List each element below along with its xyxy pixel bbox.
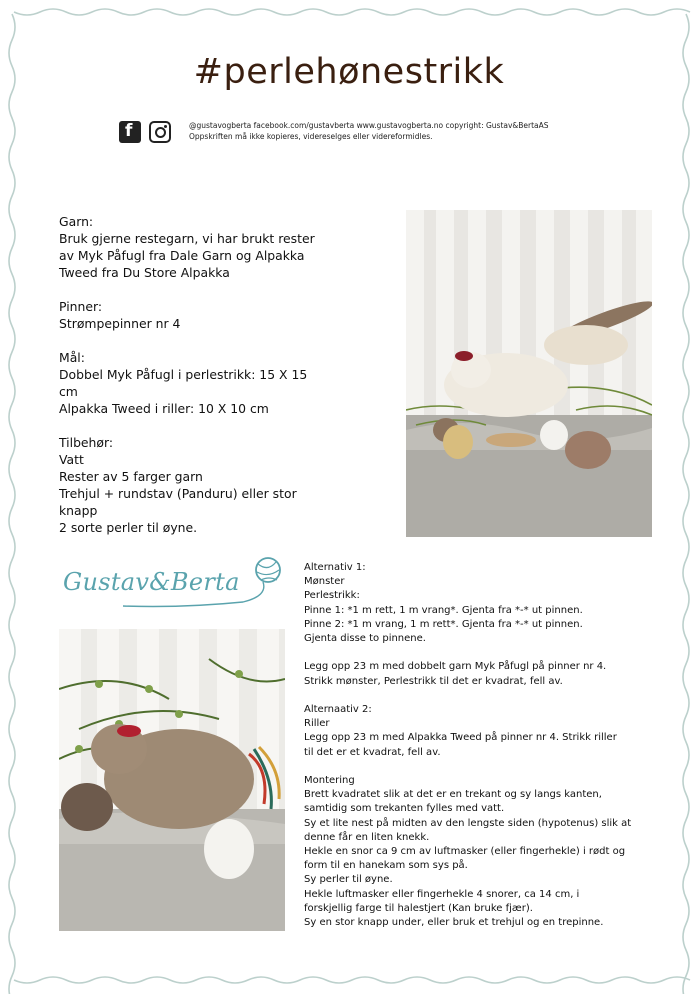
- credits-line-1: @gustavogberta facebook.com/gustavberta www.gustavogberta.no copyright: Gustav&BertaAS: [189, 121, 549, 130]
- accessories-text-3: Trehjul + rundstav (Panduru) eller stor: [59, 486, 297, 501]
- alt2-line-1: Alternaativ 2:: [304, 704, 372, 715]
- photo-brown-hen: [59, 629, 285, 931]
- yarn-text-2: av Myk Påfugl fra Dale Garn og Alpakka: [59, 248, 305, 263]
- size-heading: Mål:: [59, 350, 85, 365]
- alt2-line-4: til det er et kvadrat, fell av.: [304, 746, 441, 758]
- size-text-2: cm: [59, 384, 78, 399]
- logo-text: Gustav&Berta: [63, 568, 240, 596]
- size-text-3: Alpakka Tweed i riller: 10 X 10 cm: [59, 401, 269, 416]
- alt2-line-2: Riller: [304, 718, 330, 730]
- spacer: [304, 646, 650, 660]
- accessories-block: [59, 434, 334, 536]
- credits: [189, 120, 549, 142]
- alt1-cast-line-1: Legg opp 23 m med dobbelt garn Myk Påfugl på pinner nr 4.: [304, 661, 607, 673]
- needles-heading: Pinner:: [59, 299, 103, 314]
- needles-block: [59, 298, 334, 332]
- alt1-line-3: Perlestrikk:: [304, 590, 360, 602]
- social-icons: [119, 121, 171, 143]
- instructions-section: [304, 561, 650, 930]
- yarn-text-3: Tweed fra Du Store Alpakka: [59, 265, 230, 280]
- credits-line-2: Oppskriften må ikke kopieres, videreselges eller videreformidles.: [189, 132, 433, 141]
- assembly-line-8: Sy perler til øyne.: [304, 874, 393, 886]
- gustav-berta-logo: [63, 556, 288, 612]
- photo-white-hens: [406, 210, 652, 537]
- alt1-line-5: Pinne 2: *1 m vrang, 1 m rett*. Gjenta fra *-* ut pinnen.: [304, 618, 583, 630]
- page-title: #perlehønestrikk: [193, 52, 505, 92]
- alt1-cast-line-2: Strikk mønster, Perlestrikk til det er kvadrat, fell av.: [304, 675, 563, 687]
- assembly-line-7: form til en hanekam som sys på.: [304, 860, 468, 872]
- accessories-text-4: knapp: [59, 503, 98, 518]
- alt1-line-2: Mønster: [304, 576, 345, 588]
- yarn-text-1: Bruk gjerne restegarn, vi har brukt rester: [59, 231, 315, 246]
- assembly-line-4: Sy et lite nest på midten av den lengste siden (hypotenus) slik at: [304, 817, 632, 829]
- yarn-ball-icon: [63, 556, 288, 612]
- assembly-line-5: denne får en liten knekk.: [304, 831, 430, 843]
- accessories-text-2: Rester av 5 farger garn: [59, 469, 203, 484]
- accessories-text-1: Vatt: [59, 452, 84, 467]
- assembly-line-1: Montering: [304, 775, 355, 786]
- accessories-text-5: 2 sorte perler til øyne.: [59, 520, 198, 535]
- instagram-icon[interactable]: [149, 121, 171, 143]
- alt2-line-3: Legg opp 23 m med Alpakka Tweed på pinner nr 4. Strikk riller: [304, 732, 617, 744]
- assembly-line-2: Brett kvadratet slik at det er en trekant og sy langs kanten,: [304, 789, 602, 801]
- facebook-icon[interactable]: [119, 121, 141, 143]
- yarn-heading: Garn:: [59, 214, 94, 229]
- alt1-line-4: Pinne 1: *1 m rett, 1 m vrang*. Gjenta fra *-* ut pinnen.: [304, 604, 583, 616]
- yarn-block: [59, 213, 334, 281]
- spacer: [304, 689, 650, 703]
- assembly-line-9: Hekle luftmasker eller fingerhekle 4 snorer, ca 14 cm, i: [304, 888, 580, 900]
- assembly-line-10: forskjellig farge til halestjert (Kan bruke fjær).: [304, 902, 533, 914]
- assembly-line-3: samtidig som trekanten fylles med vatt.: [304, 803, 505, 815]
- materials-section: [59, 213, 334, 553]
- accessories-heading: Tilbehør:: [59, 435, 114, 450]
- assembly-line-6: Hekle en snor ca 9 cm av luftmasker (eller fingerhekle) i rødt og: [304, 846, 626, 858]
- needles-text: Strømpepinner nr 4: [59, 316, 181, 331]
- spacer: [304, 760, 650, 774]
- alt1-line-6: Gjenta disse to pinnene.: [304, 633, 426, 645]
- size-block: [59, 349, 334, 417]
- size-text-1: Dobbel Myk Påfugl i perlestrikk: 15 X 15: [59, 367, 308, 382]
- assembly-line-11: Sy en stor knapp under, eller bruk et trehjul og en trepinne.: [304, 917, 604, 929]
- alt1-line-1: Alternativ 1:: [304, 562, 366, 573]
